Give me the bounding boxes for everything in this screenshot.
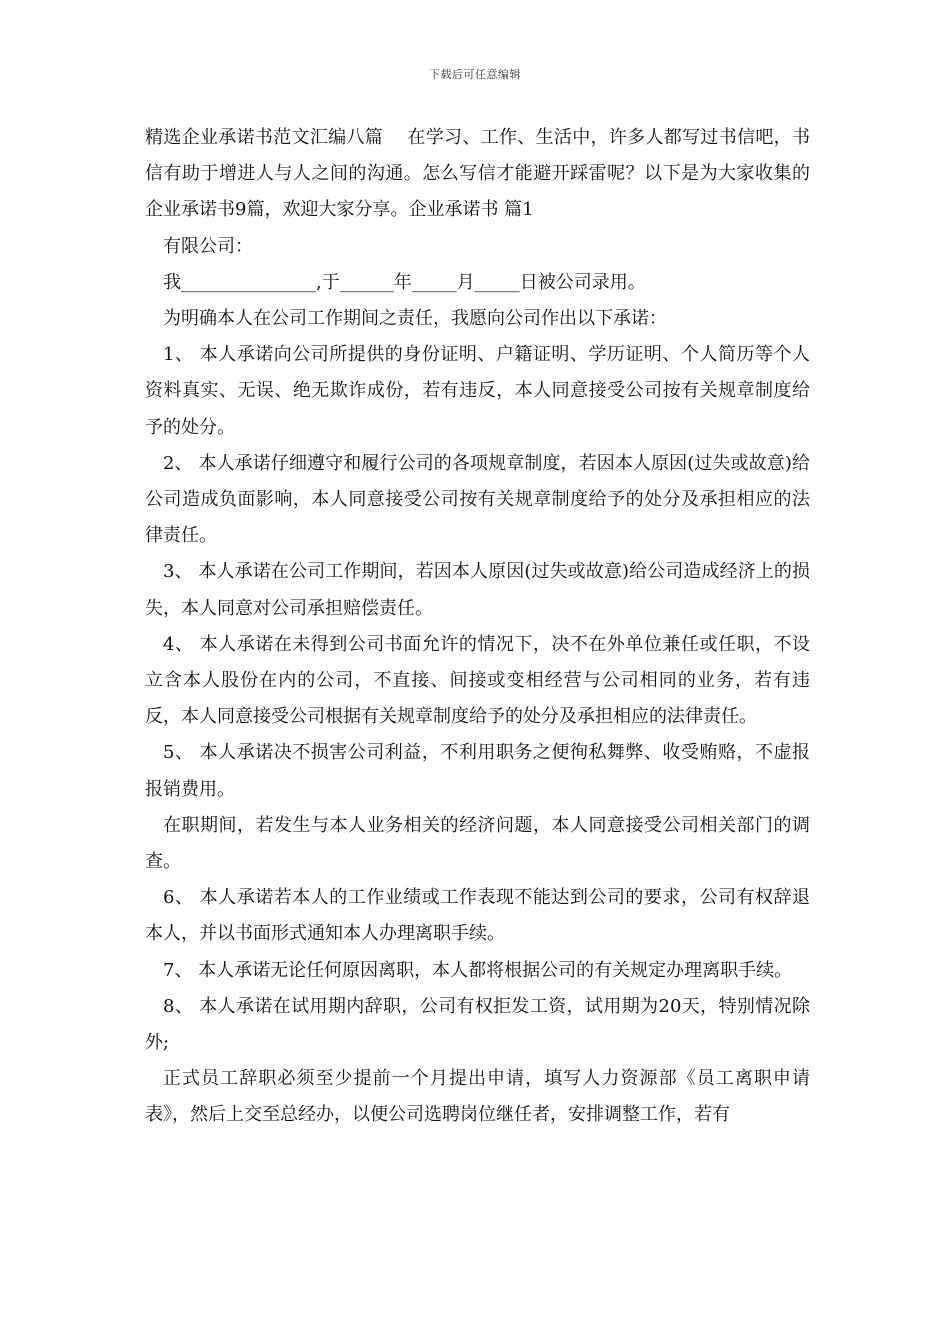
commitment-item-4: 4、 本人承诺在未得到公司书面允许的情况下，决不在外单位兼任或任职，不设立含本人股份在内的公司，不直接、间接或变相经营与公司相同的业务，若有违反，本人同意接受公司根据有关规章制度给予的处分及承担相应的法律责任。 [145,633,810,728]
commitment-item-6: 6、 本人承诺若本人的工作业绩或工作表现不能达到公司的要求，公司有权辞退本人，并以书面形式通知本人办理离职手续。 [145,887,810,945]
commitment-item-7: 7、 本人承诺无论任何原因离职，本人都将根据公司的有关规定办理离职手续。 [163,959,793,981]
resignation-paragraph: 正式员工辞职必须至少提前一个月提出申请，填写人力资源部《员工离职申请表》，然后上交至总经办，以便公司选聘岗位继任者，安排调整工作，若有 [145,1068,810,1126]
commitment-item-2: 2、 本人承诺仔细遵守和履行公司的各项规章制度，若因本人原因(过失或故意)给公司造成负面影响，本人同意接受公司按有关规章制度给予的处分及承担相应的法律责任。 [145,452,810,547]
document-body [145,120,810,1134]
commitment-intro: 为明确本人在公司工作期间之责任，我愿向公司作出以下承诺： [163,308,667,330]
intro-paragraph: 精选企业承诺书范文汇编八篇 在学习、工作、生活中，许多人都写过书信吧，书信有助于增进人与人之间的沟通。怎么写信才能避开踩雷呢？以下是为大家收集的企业承诺书9篇，欢迎大家分享。企业承诺书 篇1 [145,127,810,221]
commitment-item-5-note: 在职期间，若发生与本人业务相关的经济问题，本人同意接受公司相关部门的调查。 [145,814,810,873]
page-header: 下载后可任意编辑 [429,68,521,81]
hire-statement: 我_______________,于______年_____月_____日被公司录用。 [163,271,646,293]
commitment-item-8: 8、 本人承诺在试用期内辞职，公司有权拒发工资，试用期为20天，特别情况除外; [145,995,810,1054]
commitment-item-3: 3、 本人承诺在公司工作期间，若因本人原因(过失或故意)给公司造成经济上的损失，本人同意对公司承担赔偿责任。 [145,561,810,619]
salutation: 有限公司： [163,235,253,257]
commitment-item-1: 1、 本人承诺向公司所提供的身份证明、户籍证明、学历证明、个人简历等个人资料真实、无误、绝无欺诈成份，若有违反，本人同意接受公司按有关规章制度给予的处分。 [145,344,810,438]
commitment-item-5: 5、 本人承诺决不损害公司利益，不利用职务之便徇私舞弊、收受贿赂，不虚报报销费用。 [145,742,810,800]
